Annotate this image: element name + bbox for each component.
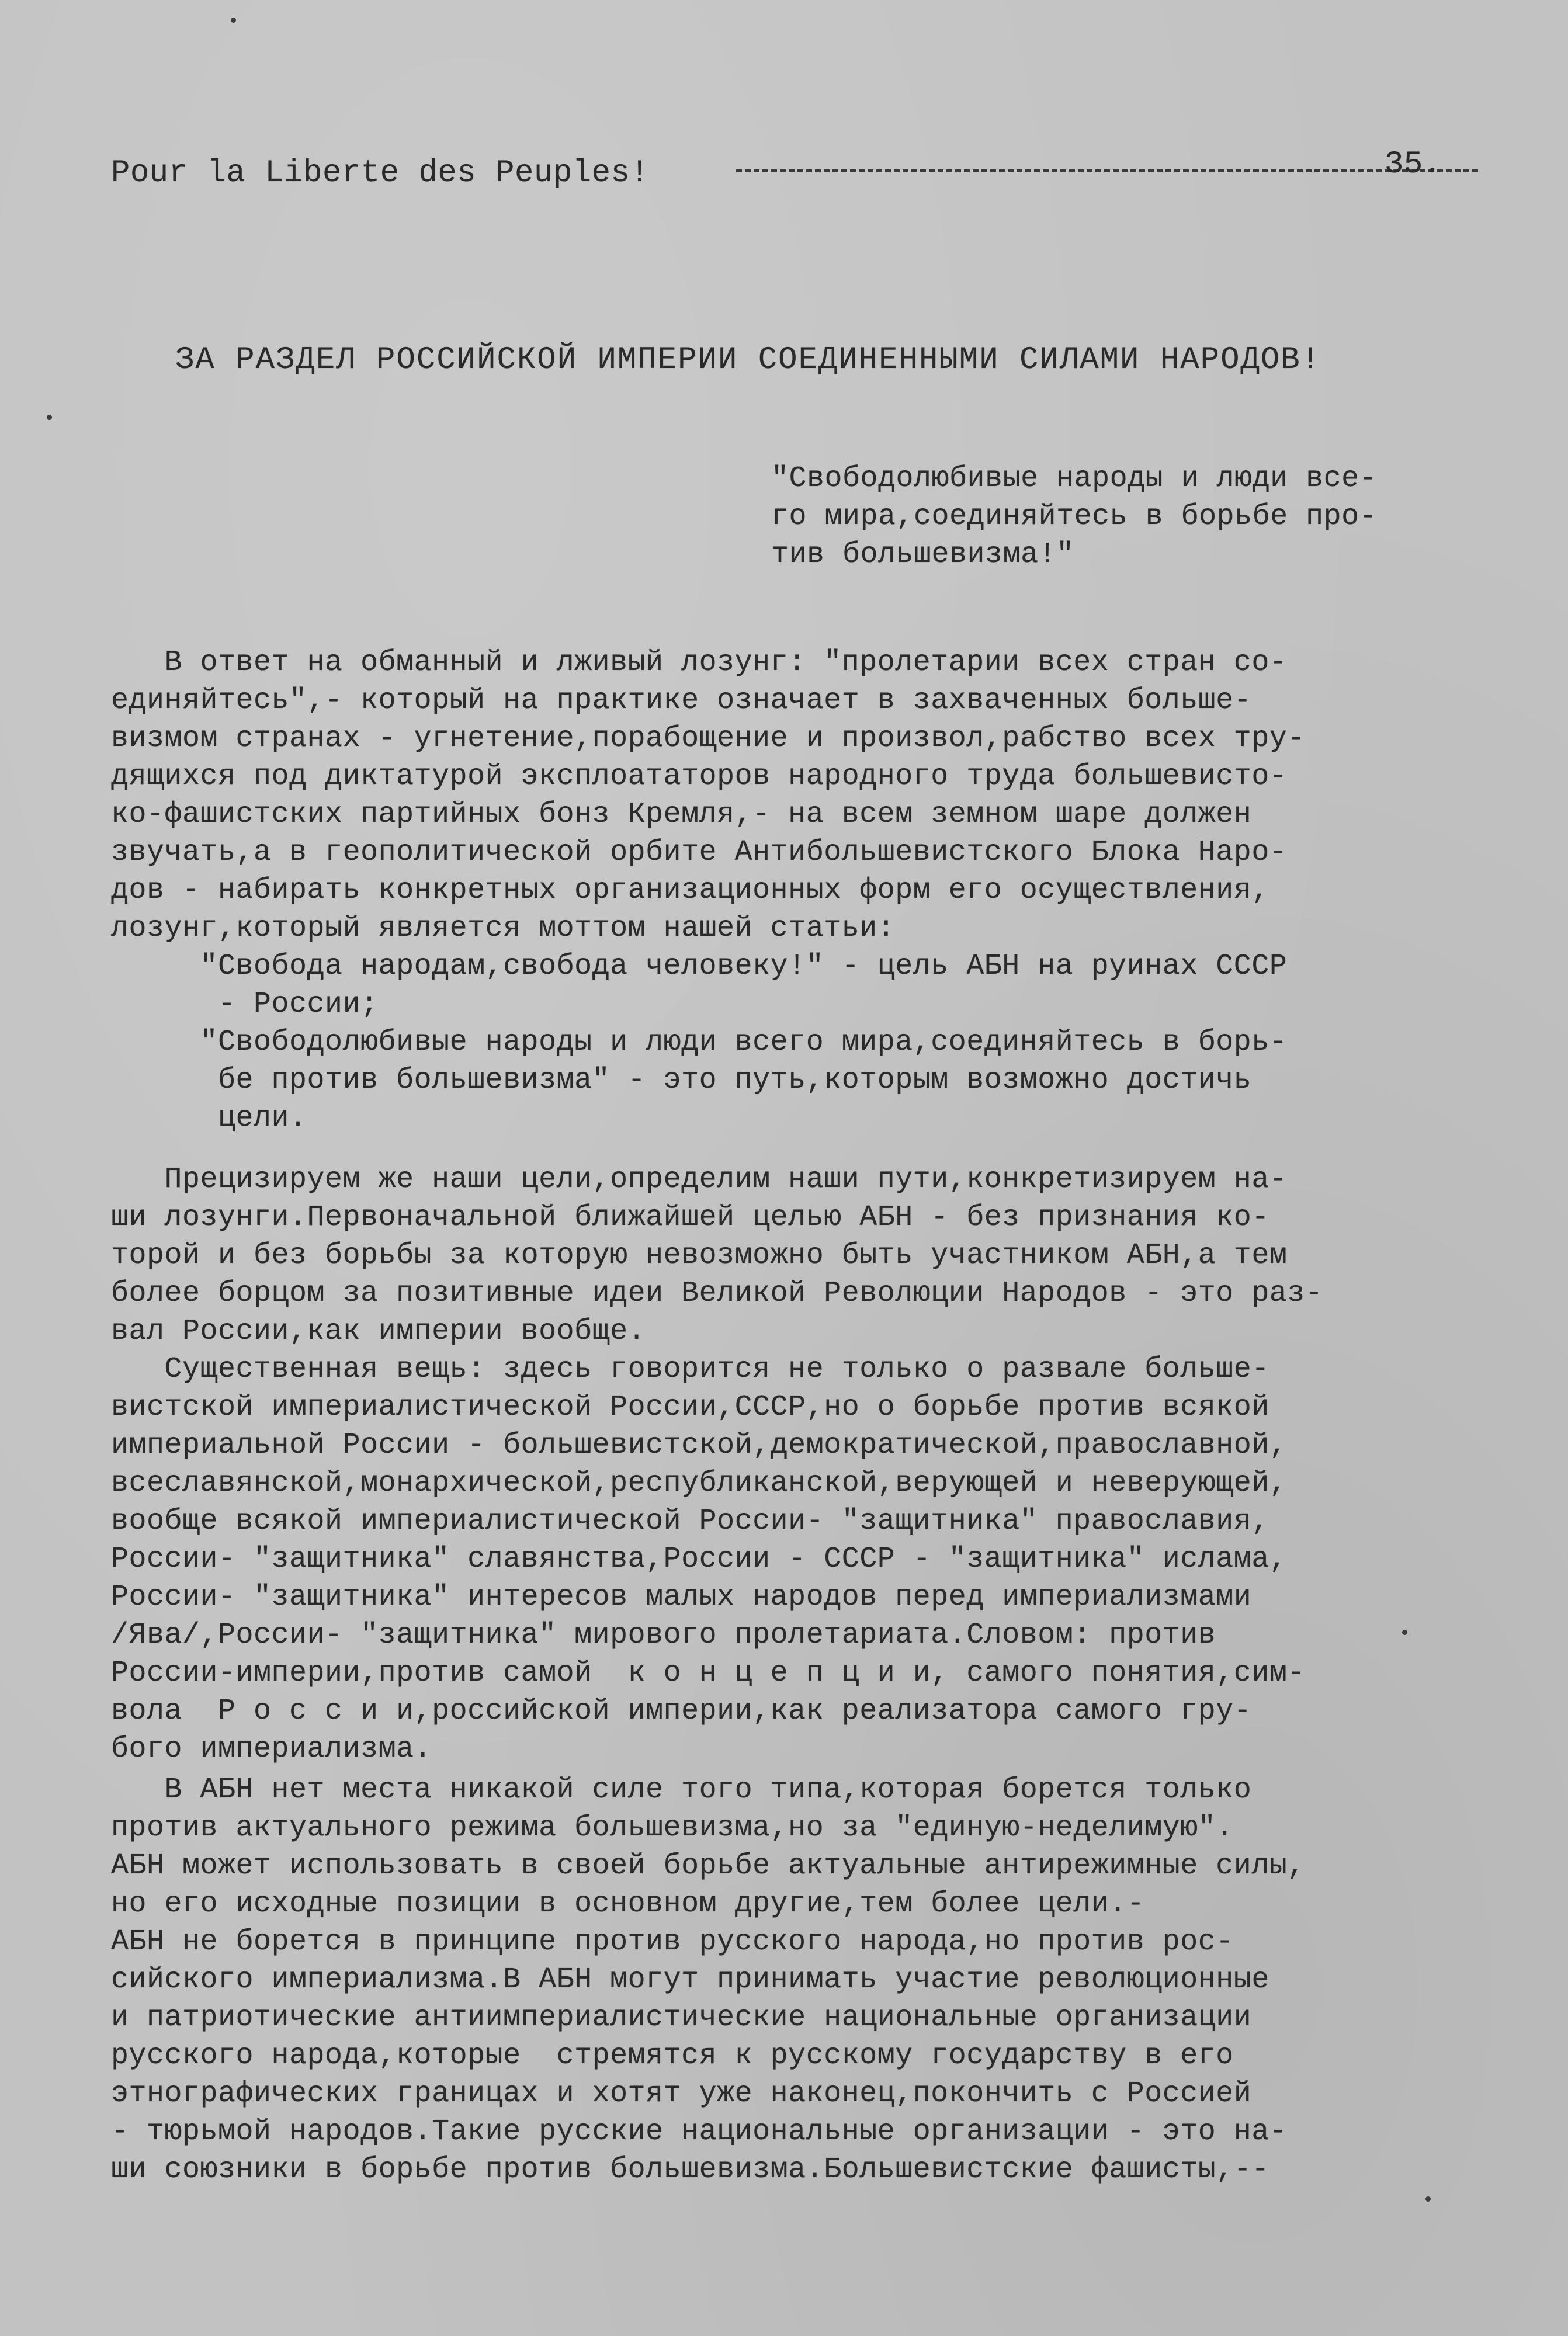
speck-mark — [1425, 2196, 1431, 2202]
text-line: России-империи,против самой к о н ц е п ц и и, самого понятия,сим- — [111, 1657, 1305, 1690]
text-line: "Свобода народам,свобода человеку!" - цель АБН на руинах СССР — [111, 950, 1288, 983]
speck-mark — [47, 415, 52, 420]
text-line: империальной России - большевистской,демократической,православной, — [111, 1429, 1288, 1462]
text-line: вистской империалистической России,СССР,но о борьбе против всякой — [111, 1391, 1269, 1424]
text-line: вола Р о с с и и,российской империи,как реализатора самого гру- — [111, 1695, 1252, 1728]
text-line: Прецизируем же наши цели,определим наши пути,конкретизируем на- — [111, 1163, 1288, 1196]
text-line: ши союзники в борьбе против большевизма.Большевистские фашисты,-- — [111, 2153, 1269, 2186]
text-line: бе против большевизма" - это путь,которым возможно достичь — [111, 1064, 1252, 1097]
text-line: звучать,а в геополитической орбите Антибольшевистского Блока Наро- — [111, 836, 1288, 869]
text-line: сийского империализма.В АБН могут принимать участие революционные — [111, 1963, 1269, 1997]
text-line: ши лозунги.Первоначальной ближайшей целью АБН - без признания ко- — [111, 1201, 1269, 1234]
speck-mark — [1402, 1630, 1407, 1635]
text-line: вал России,как империи вообще. — [111, 1315, 646, 1348]
text-line: против актуального режима большевизма,но за "единую-неделимую". — [111, 1811, 1234, 1845]
text-line: вообще всякой империалистической России- "защитника" православия, — [111, 1505, 1269, 1538]
text-line: бого империализма. — [111, 1733, 432, 1766]
text-line: дов - набирать конкретных организационных форм его осуществления, — [111, 874, 1269, 907]
epigraph-line: го мира,соединяйтесь в борьбе про- — [771, 500, 1378, 533]
text-line: В АБН нет места никакой силе того типа,которая борется только — [111, 1773, 1252, 1807]
page-number: 35. — [1385, 147, 1442, 182]
text-line: - России; — [111, 988, 379, 1021]
header-dashed-rule — [736, 169, 1478, 172]
text-line: и патриотические антиимпериалистические национальные организации — [111, 2001, 1252, 2035]
text-line: визмом странах - угнетение,порабощение и произвол,рабство всех тру- — [111, 722, 1305, 755]
epigraph-line: "Свободолюбивые народы и люди все- — [771, 462, 1378, 495]
text-line: АБН может использовать в своей борьбе актуальные антирежимные силы, — [111, 1849, 1305, 1883]
text-line: ко-фашистских партийных бонз Кремля,- на всем земном шаре должен — [111, 798, 1252, 831]
text-line: лозунг,который является моттом нашей статьи: — [111, 912, 896, 945]
running-title: Pour la Liberte des Peuples! — [111, 155, 650, 191]
text-line: АБН не борется в принципе против русского народа,но против рос- — [111, 1925, 1234, 1959]
text-line: единяйтесь",- который на практике означает в захваченных больше- — [111, 684, 1252, 717]
text-line: России- "защитника" интересов малых народов перед империализмами — [111, 1581, 1252, 1614]
epigraph-line: тив большевизма!" — [771, 538, 1074, 571]
text-line: России- "защитника" славянства,России - СССР - "защитника" ислама, — [111, 1543, 1288, 1576]
text-line: Существенная вещь: здесь говорится не только о развале больше- — [111, 1353, 1269, 1386]
text-line: - тюрьмой народов.Такие русские национальные организации - это на- — [111, 2115, 1288, 2148]
speck-mark — [231, 18, 236, 23]
article-title: ЗА РАЗДЕЛ РОССИЙСКОЙ ИМПЕРИИ СОЕДИНЕННЫМИ СИЛАМИ НАРОДОВ! — [175, 342, 1321, 378]
text-line: цели. — [111, 1102, 307, 1135]
text-line: этнографических границах и хотят уже наконец,покончить с Россией — [111, 2077, 1252, 2111]
text-line: дящихся под диктатурой эксплоататоров народного труда большевисто- — [111, 760, 1288, 793]
text-line: всеславянской,монархической,республиканской,верующей и неверующей, — [111, 1467, 1288, 1500]
text-line: /Ява/,России- "защитника" мирового пролетариата.Словом: против — [111, 1619, 1216, 1652]
text-line: торой и без борьбы за которую невозможно быть участником АБН,а тем — [111, 1239, 1288, 1272]
text-line: В ответ на обманный и лживый лозунг: "пролетарии всех стран со- — [111, 646, 1288, 679]
text-line: русского народа,которые стремятся к русскому государству в его — [111, 2039, 1234, 2073]
text-line: более борцом за позитивные идеи Великой Революции Народов - это раз- — [111, 1277, 1323, 1310]
text-line: но его исходные позиции в основном другие,тем более цели.- — [111, 1887, 1145, 1921]
text-line: "Свободолюбивые народы и люди всего мира,соединяйтесь в борь- — [111, 1026, 1288, 1059]
